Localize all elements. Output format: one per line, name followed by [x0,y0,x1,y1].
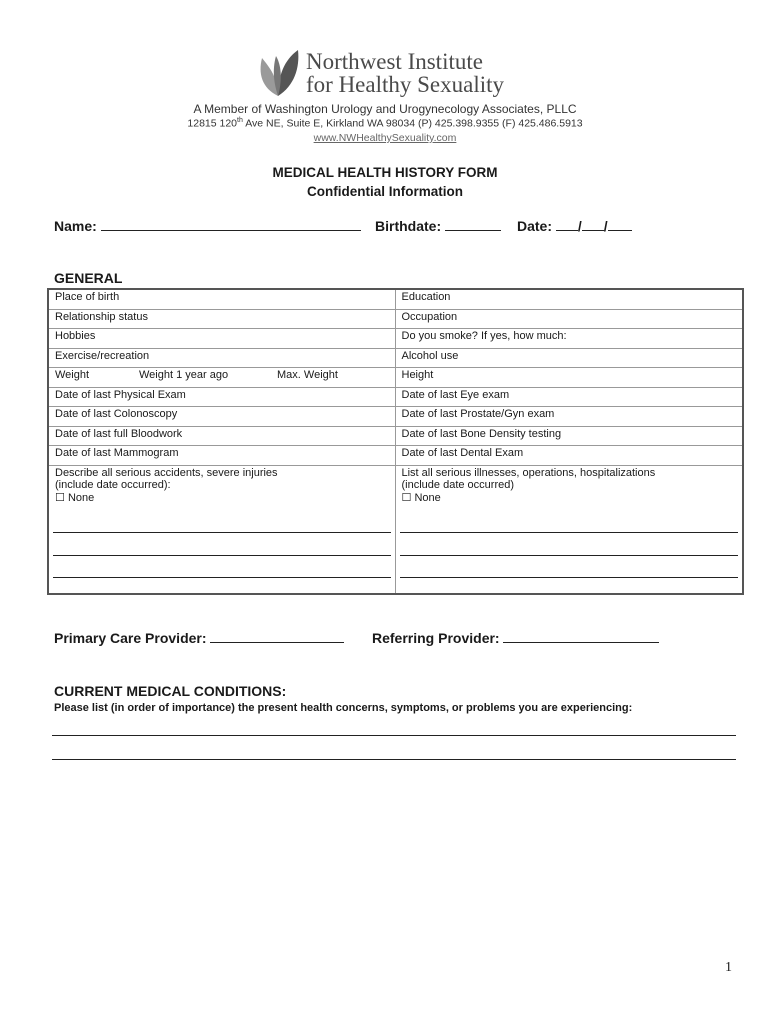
table-row [48,465,743,594]
bloodwork-cell[interactable]: Date of last full Bloodwork [48,426,395,446]
page-number: 1 [725,960,732,975]
accidents-cell[interactable]: Describe all serious accidents, severe injuries (include date occurred): ☐ None [48,465,395,594]
conditions-line-2[interactable] [52,759,736,760]
illnesses-line-2[interactable] [400,555,739,556]
general-table [47,288,744,595]
form-subtitle: Confidential Information [307,184,463,199]
accidents-line-2[interactable] [53,555,391,556]
exercise-cell[interactable]: Exercise/recreation [48,348,395,368]
illnesses-line-3[interactable] [400,577,739,578]
table-row [48,446,743,466]
name-field[interactable]: Name: [54,216,361,234]
logo-name-line1: Northwest Institute [306,49,483,74]
accidents-line-3[interactable] [53,577,391,578]
mammogram-cell[interactable]: Date of last Mammogram [48,446,395,466]
member-line: A Member of Washington Urology and Urogynecology Associates, PLLC [193,102,577,116]
colonoscopy-cell[interactable]: Date of last Colonoscopy [48,407,395,427]
illnesses-cell[interactable]: List all serious illnesses, operations, hospitalizations (include date occurred) ☐ None [395,465,743,594]
table-row [48,309,743,329]
primary-care-provider-field[interactable]: Primary Care Provider: [54,628,344,646]
height-cell[interactable]: Height [395,368,743,388]
education-cell[interactable]: Education [395,289,743,309]
conditions-heading: CURRENT MEDICAL CONDITIONS: [54,683,287,699]
birthdate-field[interactable]: Birthdate: [375,216,501,234]
form-title: MEDICAL HEALTH HISTORY FORM [272,165,498,180]
illnesses-line-1[interactable] [400,532,739,533]
table-row [48,348,743,368]
website-link[interactable]: www.NWHealthySexuality.com [313,132,457,144]
leaf-logo-icon [256,48,302,98]
accidents-none-option[interactable]: ☐ None [55,490,95,504]
table-row [48,368,743,388]
eye-exam-cell[interactable]: Date of last Eye exam [395,387,743,407]
checkbox-icon[interactable]: ☐ [401,490,412,504]
table-row [48,289,743,309]
hobbies-cell[interactable]: Hobbies [48,329,395,349]
occupation-cell[interactable]: Occupation [395,309,743,329]
alcohol-cell[interactable]: Alcohol use [395,348,743,368]
bone-density-cell[interactable]: Date of last Bone Density testing [395,426,743,446]
smoke-cell[interactable]: Do you smoke? If yes, how much: [395,329,743,349]
accidents-line-1[interactable] [53,532,391,533]
place-of-birth-cell[interactable]: Place of birth [48,289,395,309]
address-line: 12815 120th Ave NE, Suite E, Kirkland WA 98034 (P) 425.398.9355 (F) 425.486.5913 [187,117,583,130]
dental-exam-cell[interactable]: Date of last Dental Exam [395,446,743,466]
referring-provider-field[interactable]: Referring Provider: [372,628,659,646]
general-heading: GENERAL [54,270,123,286]
table-row [48,426,743,446]
checkbox-icon[interactable]: ☐ [55,490,65,504]
illnesses-none-option[interactable]: ☐ None [401,490,441,504]
physical-exam-cell[interactable]: Date of last Physical Exam [48,387,395,407]
weight-cell[interactable]: Weight Weight 1 year ago Max. Weight [48,368,395,388]
table-row [48,407,743,427]
conditions-line-1[interactable] [52,735,736,736]
prostate-gyn-cell[interactable]: Date of last Prostate/Gyn exam [395,407,743,427]
table-row [48,329,743,349]
table-row [48,387,743,407]
logo-name-line2: for Healthy Sexuality [306,72,505,97]
conditions-instruction: Please list (in order of importance) the present health concerns, symptoms, or problems you are experiencing: [54,702,633,714]
relationship-status-cell[interactable]: Relationship status [48,309,395,329]
date-field[interactable]: Date: / / [517,216,632,234]
